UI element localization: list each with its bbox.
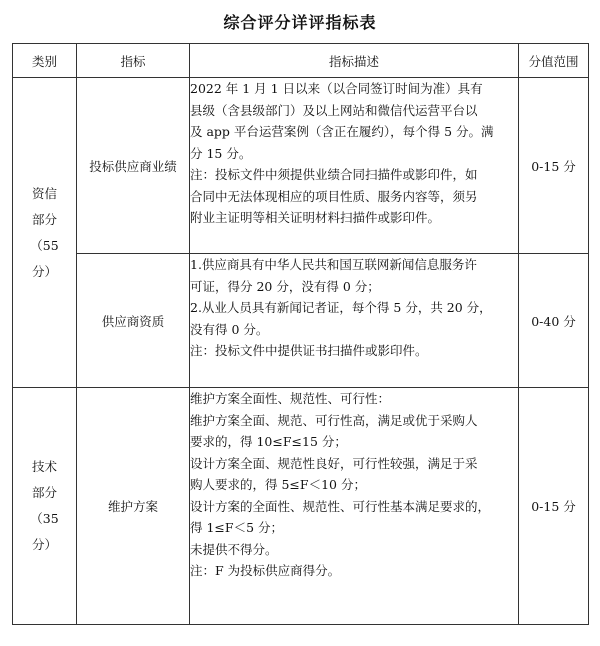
indicator-cell: 供应商资质 xyxy=(77,254,190,388)
range-cell: 0-40 分 xyxy=(519,254,589,388)
description-line: 维护方案全面、规范、可行性高，满足或优于采购人 xyxy=(190,412,478,428)
description-cell xyxy=(190,388,519,625)
scoring-table xyxy=(12,43,589,625)
range-cell: 0-15 分 xyxy=(519,78,589,254)
header-description: 指标描述 xyxy=(190,44,519,78)
range-cell: 0-15 分 xyxy=(519,388,589,625)
description-line: 维护方案全面性、规范性、可行性： xyxy=(190,391,391,406)
category-line: 部分 xyxy=(31,211,57,227)
description-line: 附业主证明等相关证明材料扫描件或影印件。 xyxy=(190,210,441,225)
description-line: 1.供应商具有中华人民共和国互联网新闻信息服务许 xyxy=(190,257,477,272)
description-line: 分 15 分。 xyxy=(190,145,252,161)
header-category: 类别 xyxy=(13,44,77,78)
table-header-row xyxy=(13,44,589,78)
header-indicator: 指标 xyxy=(77,44,190,78)
category-line: 资信 xyxy=(31,185,57,201)
description-line: 可证，得分 20 分，没有得 0 分； xyxy=(190,278,380,294)
description-line: 2.从业人员具有新闻记者证，每个得 5 分，共 20 分， xyxy=(190,300,492,315)
category-line: （55 xyxy=(30,237,59,253)
category-line: 分） xyxy=(31,263,57,279)
description-line: 未提供不得分。 xyxy=(190,541,278,557)
description-line: 县级（含县级部门）及以上网站和微信代运营平台以 xyxy=(190,102,478,118)
description-line: 没有得 0 分。 xyxy=(190,321,269,337)
description-line: 购人要求的，得 5≤F＜10 分； xyxy=(190,477,366,492)
description-line: 注：F 为投标供应商得分。 xyxy=(190,563,341,578)
table-row xyxy=(13,388,589,625)
table-row xyxy=(13,78,589,254)
category-line: 技术 xyxy=(31,459,57,474)
category-line: （35 xyxy=(30,511,59,526)
description-line: 及 app 平台运营案例（含正在履约），每个得 5 分。满 xyxy=(190,124,494,139)
description-cell xyxy=(190,78,519,254)
description-line: 注：投标文件中提供证书扫描件或影印件。 xyxy=(190,343,428,358)
description-line: 注：投标文件中须提供业绩合同扫描件或影印件，如 xyxy=(190,167,478,182)
description-line: 要求的，得 10≤F≤15 分； xyxy=(190,434,347,449)
description-line: 得 1≤F＜5 分； xyxy=(190,520,283,535)
description-line: 设计方案全面、规范性良好，可行性较强，满足于采 xyxy=(190,455,478,471)
category-cell-credit xyxy=(13,78,77,388)
table-row xyxy=(13,254,589,388)
indicator-cell: 投标供应商业绩 xyxy=(77,78,190,254)
category-line: 部分 xyxy=(31,485,57,500)
page-title: 综合评分详评指标表 xyxy=(223,13,377,32)
description-line: 2022 年 1 月 1 日以来（以合同签订时间为准）具有 xyxy=(190,81,483,96)
category-cell-technical xyxy=(13,388,77,625)
description-line: 合同中无法体现相应的项目性质、服务内容等，须另 xyxy=(190,188,478,204)
description-line: 设计方案的全面性、规范性、可行性基本满足要求的， xyxy=(190,498,491,514)
indicator-cell: 维护方案 xyxy=(77,388,190,625)
description-cell xyxy=(190,254,519,388)
header-range: 分值范围 xyxy=(519,44,589,78)
category-line: 分） xyxy=(31,537,57,552)
